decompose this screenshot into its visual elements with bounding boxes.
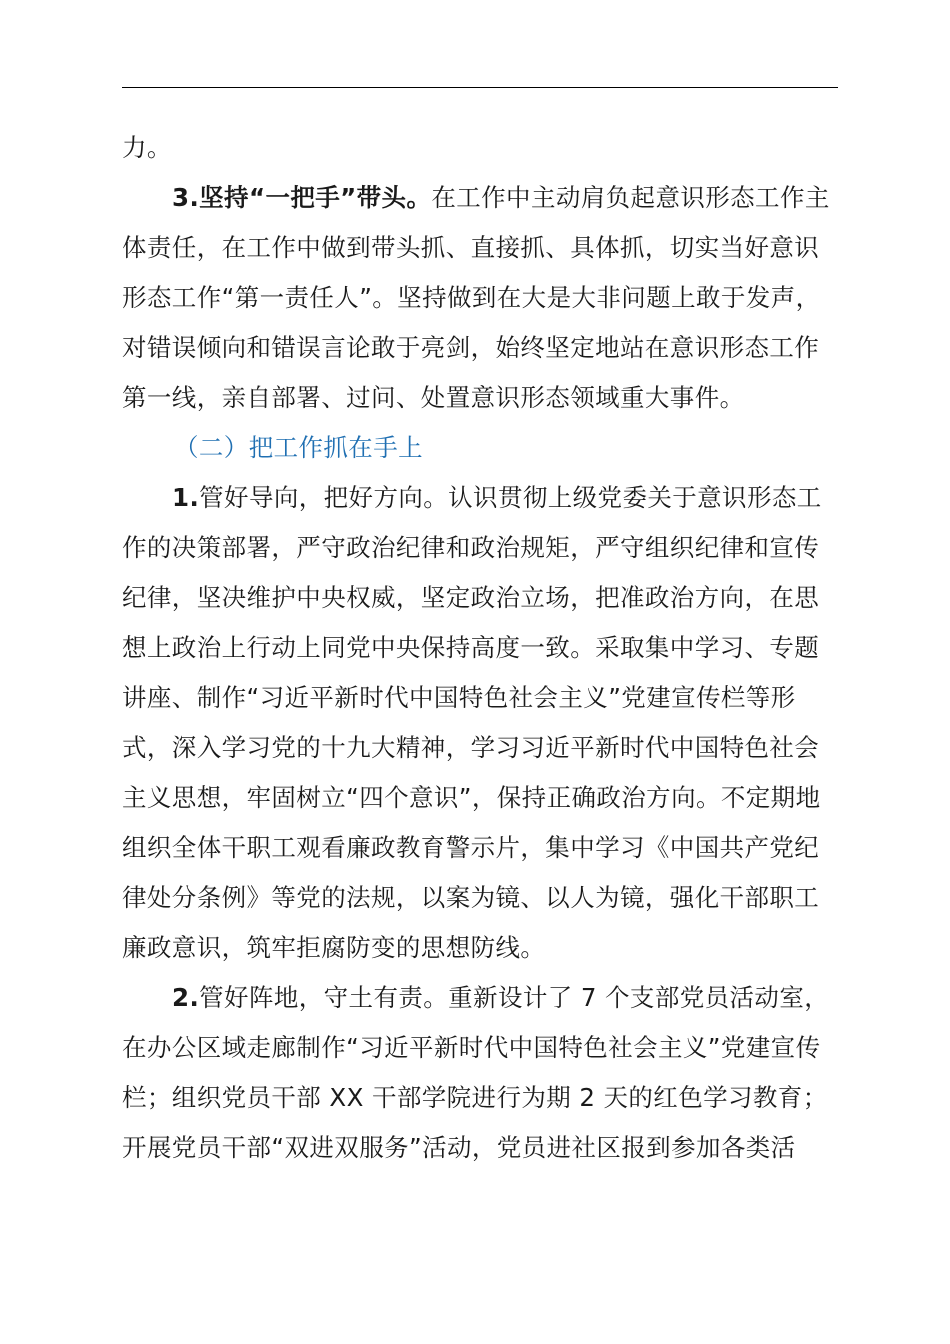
paragraph-continuation: 力。	[122, 133, 172, 162]
item-1-paragraph	[122, 473, 838, 973]
item-1-lead: 1.	[172, 483, 200, 512]
header-rule	[122, 87, 838, 88]
item-3-lead: 3.坚持“一把手”带头。	[172, 183, 432, 212]
item-2-lead: 2.	[172, 983, 200, 1012]
item-2-paragraph	[122, 973, 838, 1173]
item-1-body: 管好导向，把好方向。认识贯彻上级党委关于意识形态工作的决策部署，严守政治纪律和政治规矩，严守组织纪律和宣传纪律，坚决维护中央权威，坚定政治立场，把准政治方向，在思想上政治上行动上同党中央保持高度一致。采取集中学习、专题讲座、制作“习近平新时代中国特色社会主义”党建宣传栏等形式，深入学习党的十九大精神，学习习近平新时代中国特色社会主义思想，牢固树立“四个意识”，保持正确政治方向。不定期地组织全体干职工观看廉政教育警示片，集中学习《中国共产党纪律处分条例》等党的法规，以案为镜、以人为镜，强化干部职工廉政意识，筑牢拒腐防变的思想防线。	[122, 483, 822, 962]
item-2-body: 管好阵地，守土有责。重新设计了 7 个支部党员活动室，在办公区域走廊制作“习近平新时代中国特色社会主义”党建宣传栏；组织党员干部 XX 干部学院进行为期 2 天的红色学习教育；开展党员干部“双进双服务”活动，党员进社区报到参加各类活	[122, 983, 830, 1162]
section-heading: （二）把工作抓在手上	[174, 433, 423, 462]
item-3-body: 在工作中主动肩负起意识形态工作主体责任，在工作中做到带头抓、直接抓、具体抓，切实当好意识形态工作“第一责任人”。坚持做到在大是大非问题上敢于发声，对错误倾向和错误言论敢于亮剑，始终坚定地站在意识形态工作第一线，亲自部署、过问、处置意识形态领域重大事件。	[122, 183, 830, 412]
item-3-paragraph	[122, 173, 838, 423]
document-body	[122, 123, 838, 1173]
